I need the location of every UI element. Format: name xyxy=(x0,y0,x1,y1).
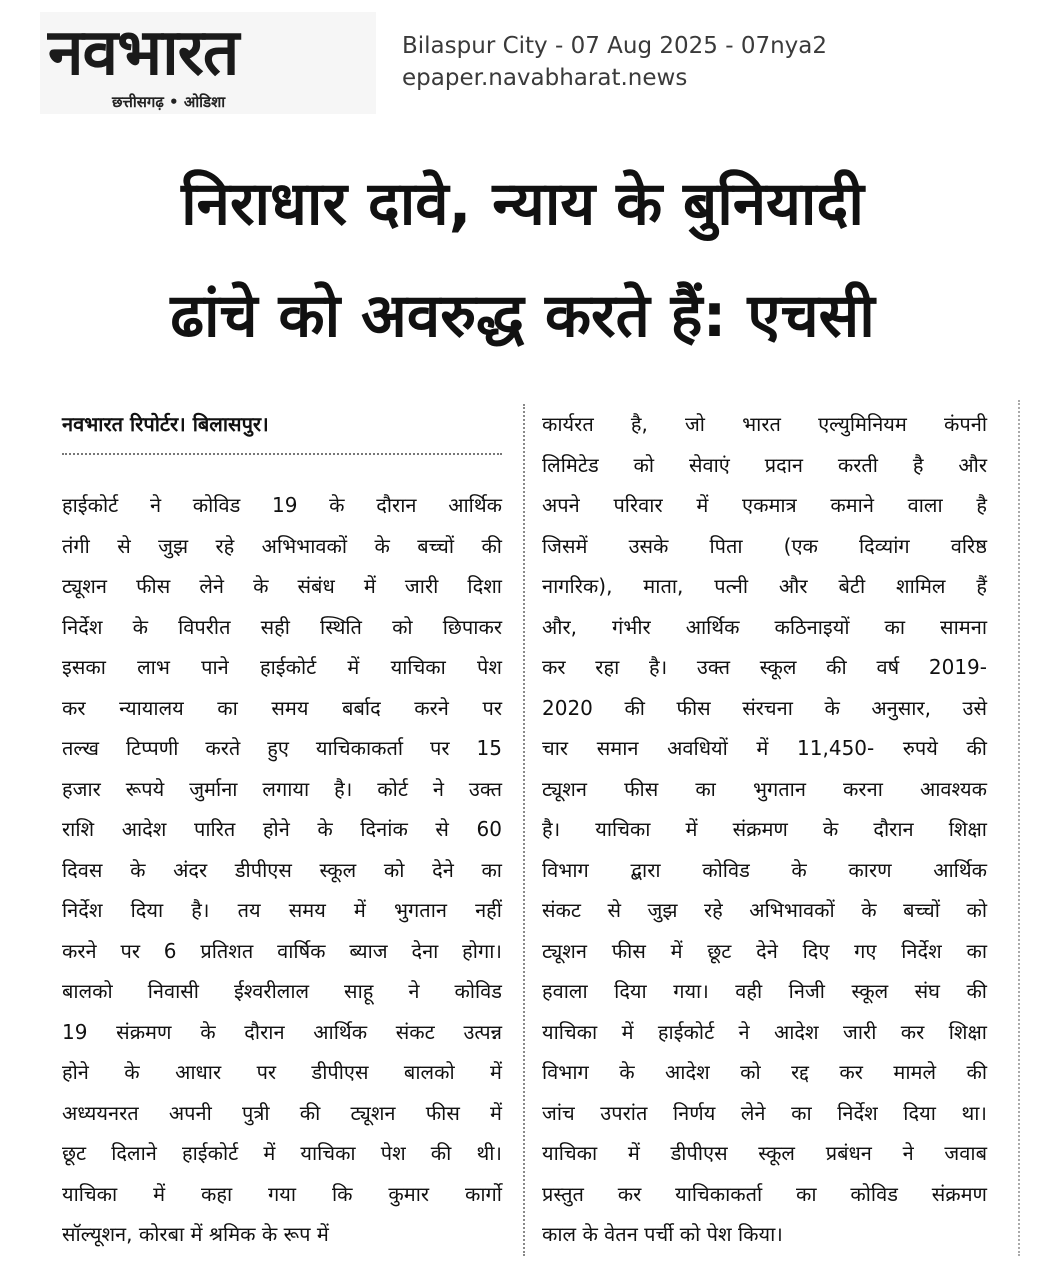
article-text-line: इसका लाभ पाने हाईकोर्ट में याचिका पेश xyxy=(62,655,502,679)
article-text-line: निर्देश दिया है। तय समय में भुगतान नहीं xyxy=(62,898,502,922)
article-text-line: जिसमें उसके पिता (एक दिव्यांग वरिष्ठ xyxy=(542,533,987,558)
article-text-line: याचिका में डीपीएस स्कूल प्रबंधन ने जवाब xyxy=(542,1141,987,1165)
article-text-line: है। याचिका में संक्रमण के दौरान शिक्षा xyxy=(542,817,987,841)
article-text-line: काल के वेतन पर्ची को पेश किया। xyxy=(542,1222,783,1246)
article-column-left xyxy=(62,485,502,1255)
edition-info xyxy=(402,30,827,94)
article-text-line: बालको निवासी ईश्वरीलाल साहू ने कोविड xyxy=(62,979,502,1003)
article-text-line: संकट से जुझ रहे अभिभावकों के बच्चों को xyxy=(542,898,987,922)
article-text-line: 2020 की फीस संरचना के अनुसार, उसे xyxy=(542,695,987,720)
masthead-regions: छत्तीसगढ़ • ओडिशा xyxy=(112,93,226,111)
article-text-line: राशि आदेश पारित होने के दिनांक से 60 xyxy=(62,817,502,841)
article-text-line: नागरिक), माता, पत्नी और बेटी शामिल हैं xyxy=(542,574,987,598)
headline-line-2: ढांचे को अवरुद्ध करते हैं: एचसी xyxy=(170,281,875,351)
byline-divider xyxy=(62,453,502,455)
article-text-line: तल्ख टिप्पणी करते हुए याचिकाकर्ता पर 15 xyxy=(62,736,502,760)
article-text-line: हाईकोर्ट ने कोविड 19 के दौरान आर्थिक xyxy=(62,493,502,517)
article-text-line: हवाला दिया गया। वही निजी स्कूल संघ की xyxy=(542,979,987,1003)
article-text-line: जांच उपरांत निर्णय लेने का निर्देश दिया था। xyxy=(542,1100,987,1125)
article-text-line: चार समान अवधियों में 11,450- रुपये की xyxy=(542,736,987,760)
article-text-line: सॉल्यूशन, कोरबा में श्रमिक के रूप में xyxy=(62,1222,329,1246)
article-text-line: प्रस्तुत कर याचिकाकर्ता का कोविड संक्रमण xyxy=(542,1181,987,1206)
article-text-line: तंगी से जुझ रहे अभिभावकों के बच्चों की xyxy=(62,533,502,558)
article-text-line: विभाग द्बारा कोविड के कारण आर्थिक xyxy=(542,857,987,882)
article-text-line: कार्यरत है, जो भारत एल्युमिनियम कंपनी xyxy=(542,412,987,436)
page-edge-divider xyxy=(1018,400,1020,1256)
article-text-line: निर्देश के विपरीत सही स्थिति को छिपाकर xyxy=(62,614,502,639)
article-text-line: याचिका में हाईकोर्ट ने आदेश जारी कर शिक्षा xyxy=(542,1019,987,1044)
article-text-line: याचिका में कहा गया कि कुमार कार्गो xyxy=(62,1181,502,1206)
article-text-line: लिमिटेड को सेवाएं प्रदान करती है और xyxy=(542,452,987,477)
article-byline: नवभारत रिपोर्टर। बिलासपुर। xyxy=(62,412,269,436)
edition-line: Bilaspur City - 07 Aug 2025 - 07nya2 xyxy=(402,33,828,59)
article-text-line: 19 संक्रमण के दौरान आर्थिक संकट उत्पन्न xyxy=(62,1019,502,1044)
epaper-url: epaper.navabharat.news xyxy=(402,65,688,91)
article-text-line: और, गंभीर आर्थिक कठिनाइयों का सामना xyxy=(542,614,987,639)
article-text-line: विभाग के आदेश को रद्द कर मामले की xyxy=(542,1060,987,1084)
article-text-line: छूट दिलाने हाईकोर्ट में याचिका पेश की थी। xyxy=(62,1141,502,1165)
article-text-line: ट्यूशन फीस लेने के संबंध में जारी दिशा xyxy=(62,574,502,598)
article-text-line: करने पर 6 प्रतिशत वार्षिक ब्याज देना होगा। xyxy=(62,938,502,963)
article-text-line: हजार रूपये जुर्माना लगाया है। कोर्ट ने उक्त xyxy=(62,776,502,801)
headline-line-1: निराधार दावे, न्याय के बुनियादी xyxy=(181,169,864,239)
article-text-line: अपने परिवार में एकमात्र कमाने वाला है xyxy=(542,493,987,517)
article-text-line: होने के आधार पर डीपीएस बालको में xyxy=(62,1060,502,1084)
article-text-line: दिवस के अंदर डीपीएस स्कूल को देने का xyxy=(62,857,502,882)
article-text-line: ट्यूशन फीस का भुगतान करना आवश्यक xyxy=(542,776,987,801)
newspaper-logo: नवभारत xyxy=(48,16,239,90)
article-text-line: कर न्यायालय का समय बर्बाद करने पर xyxy=(62,695,502,720)
article-text-line: ट्यूशन फीस में छूट देने दिए गए निर्देश का xyxy=(542,938,987,963)
article-headline xyxy=(30,148,1015,372)
newspaper-masthead xyxy=(40,12,376,114)
column-divider xyxy=(523,404,525,1256)
article-text-line: अध्ययनरत अपनी पुत्री की ट्यूशन फीस में xyxy=(62,1100,502,1125)
article-column-right xyxy=(542,404,987,1255)
article-text-line: कर रहा है। उक्त स्कूल की वर्ष 2019- xyxy=(542,655,987,679)
